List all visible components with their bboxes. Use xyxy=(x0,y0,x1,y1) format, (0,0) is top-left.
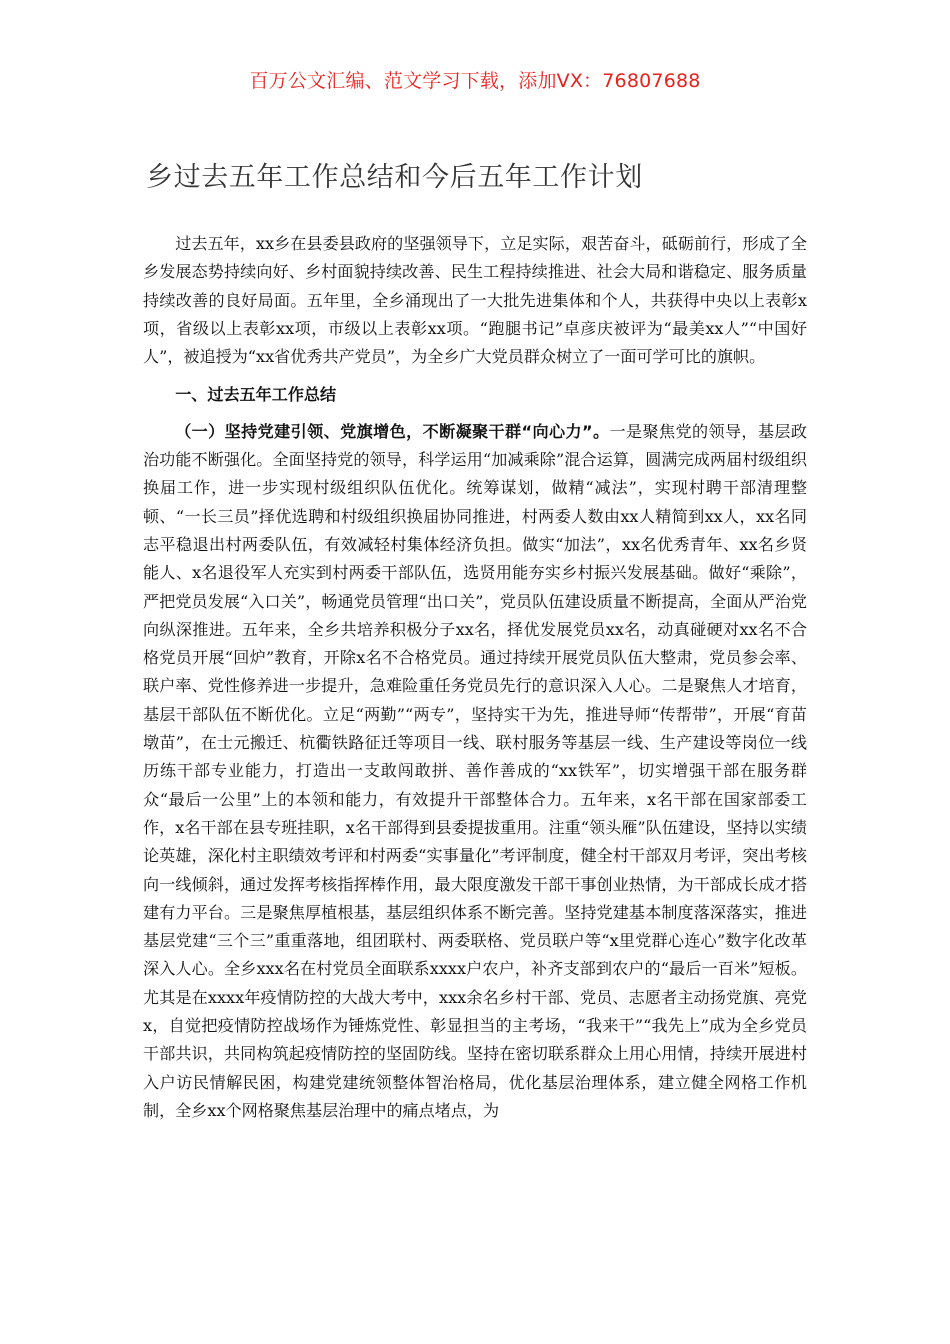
section-heading: 一、过去五年工作总结 xyxy=(175,385,337,405)
page-title: 乡过去五年工作总结和今后五年工作计划 xyxy=(146,162,643,193)
intro-paragraph: 过去五年，xx乡在县委县政府的坚强领导下，立足实际，艰苦奋斗，砥砺前行，形成了全乡发展态势持续向好、乡村面貌持续改善、民生工程持续推进、社会大局和谐稳定、服务质量持续改善的良好局面。五年里，全乡涌现出了一大批先进集体和个人，共获得中央以上表彰x项，省级以上表彰xx项，市级以上表彰xx项。“跑腿书记”卓彦庆被评为“最美xx人”“中国好人”，被追授为“xx省优秀共产党员”，为全乡广大党员群众树立了一面可学可比的旗帜。 xyxy=(143,234,807,367)
subsection-paragraph xyxy=(143,418,807,1125)
subsection-heading: （一）坚持党建引领、党旗增色，不断凝聚干群“向心力”。 xyxy=(175,421,610,441)
subsection-body: 一是聚焦党的领导，基层政治功能不断强化。全面坚持党的领导，科学运用“加减乘除”混合运算，圆满完成两届村级组织换届工作，进一步实现村级组织队伍优化。统筹谋划，做精“减法”，实现村聘干部清理整顿、“一长三员”择优选聘和村级组织换届协同推进，村两委人数由xx人精简到xx人，xx名同志平稳退出村两委队伍，有效减轻村集体经济负担。做实“加法”，xx名优秀青年、xx名乡贤能人、x名退役军人充实到村两委干部队伍，选贤用能夯实乡村振兴发展基础。做好“乘除”，严把党员发展“入口关”，畅通党员管理“出口关”，党员队伍建设质量不断提高，全面从严治党向纵深推进。五年来，全乡共培养积极分子xx名，择优发展党员xx名，动真碰硬对xx名不合格党员开展“回炉”教育，开除x名不合格党员。通过持续开展党员队伍大整肃，党员参会率、联户率、党性修养进一步提升，急难险重任务党员先行的意识深入人心。二是聚焦人才培育，基层干部队伍不断优化。立足“两勤”“两专”，坚持实干为先，推进导师“传帮带”，开展“育苗墩苗”，在士元搬迁、杭衢铁路征迁等项目一线、联村服务等基层一线、生产建设等岗位一线历练干部专业能力，打造出一支敢闯敢拼、善作善成的“xx铁军”，切实增强干部在服务群众“最后一公里”上的本领和能力，有效提升干部整体合力。五年来，x名干部在国家部委工作，x名干部在县专班挂职，x名干部得到县委提拔重用。注重“领头雁”队伍建设，坚持以实绩论英雄，深化村主职绩效考评和村两委“实事量化”考评制度，健全村干部双月考评，突出考核向一线倾斜，通过发挥考核指挥棒作用，最大限度激发干部干事创业热情，为干部成长成才搭建有力平台。三是聚焦厚植根基，基层组织体系不断完善。坚持党建基本制度落深落实，推进基层党建“三个三”重重落地，组团联村、两委联格、党员联户等“x里党群心连心”数字化改革深入人心。全乡xxx名在村党员全面联系xxxx户农户，补齐支部到农户的“最后一百米”短板。尤其是在xxxx年疫情防控的大战大考中，xxx余名乡村干部、党员、志愿者主动扬党旗、亮党x，自觉把疫情防控战场作为锤炼党性、彰显担当的主考场，“我来干”“我先上”成为全乡党员干部共识，共同构筑起疫情防控的坚固防线。坚持在密切联系群众上用心用情，持续开展进村入户访民情解民困，构建党建统领整体智治格局，优化基层治理体系，建立健全网格工作机制，全乡xx个网格聚焦基层治理中的痛点堵点，为 xyxy=(143,421,808,1120)
document-body xyxy=(143,230,807,1125)
watermark-banner: 百万公文汇编、范文学习下载，添加VX：76807688 xyxy=(249,70,701,92)
